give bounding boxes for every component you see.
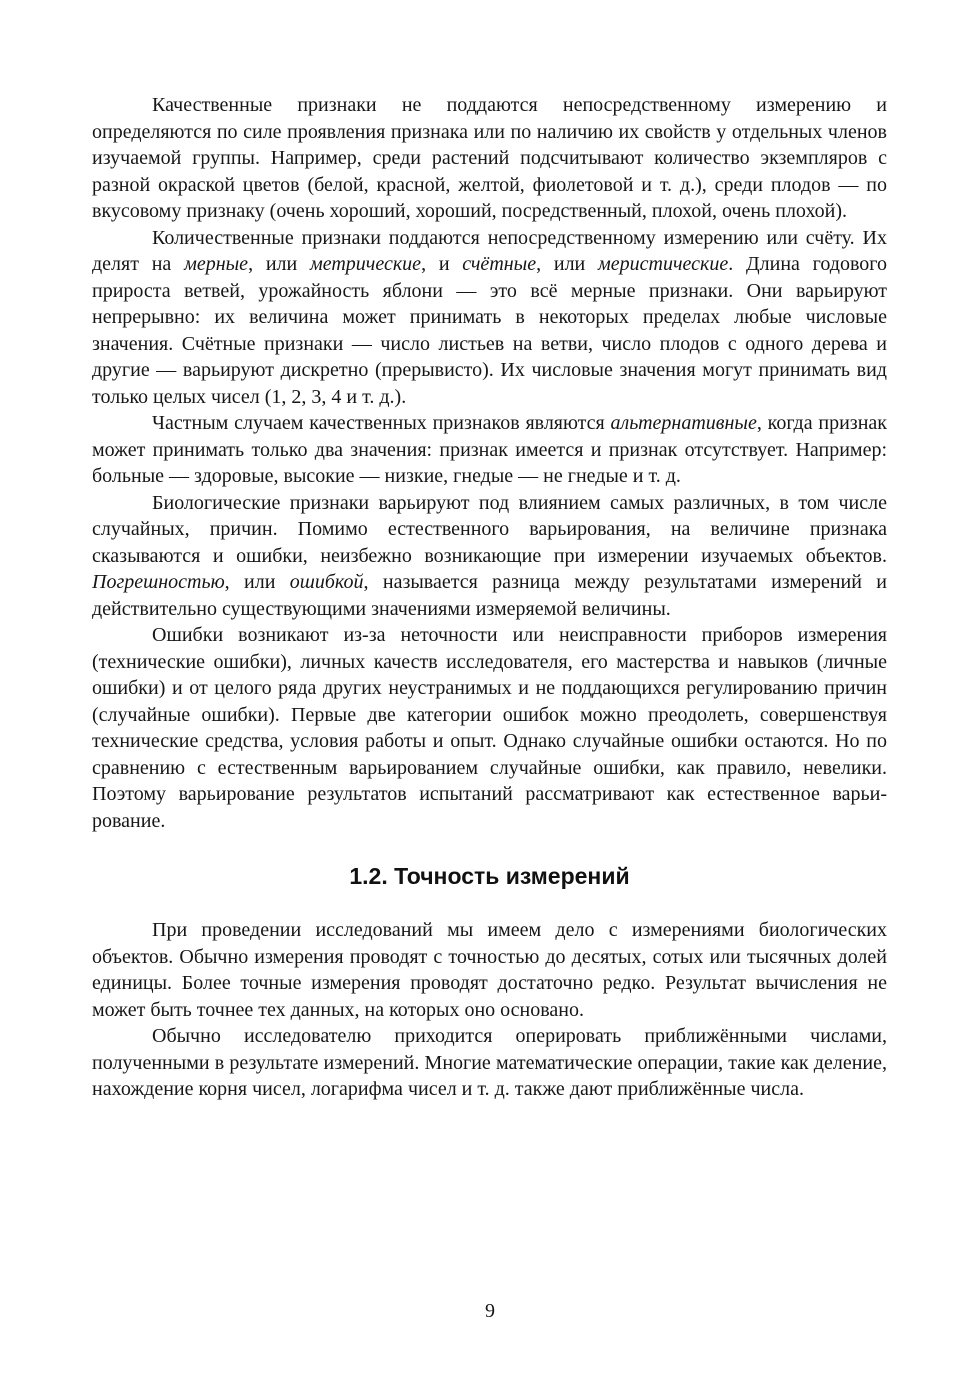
italic-term: ошибкой xyxy=(289,571,364,593)
paragraph xyxy=(92,622,887,834)
italic-term: мерные xyxy=(184,253,249,275)
paragraph-text: При проведении исследований мы имеем дело с измерениями биологических объектов. Обычно измерения проводят с точностью до десятых, сотых или тысячных долей единицы. Более точные измерения проводят достаточно редко. Результат вычисления не может быть точнее тех данных, на которых оно основано. xyxy=(92,919,887,1021)
italic-term: счётные xyxy=(462,253,537,275)
italic-term: метрические xyxy=(309,253,422,275)
paragraph xyxy=(92,1023,887,1103)
paragraph-text: , или xyxy=(248,253,310,275)
paragraph xyxy=(92,92,887,225)
paragraph-text: , или xyxy=(224,571,290,593)
section-precision xyxy=(92,917,887,1103)
page-number: 9 xyxy=(485,1300,495,1322)
italic-term: меристические xyxy=(598,253,729,275)
paragraph-text: Обычно исследователю приходится оперировать приближёнными числами, полученными в результате измерений. Многие математические операции, такие как деление, нахождение корня чисел, логарифма чисел и т. д. также дают приближённые числа. xyxy=(92,1025,887,1100)
paragraph-text: Количественные признаки поддаются непосредственному измерению или счёту. Их делят на xyxy=(92,226,887,275)
page-body xyxy=(92,92,887,1103)
paragraph-text: , называется разница между результатами измерений и действительно существующими значениями измеряемой величины. xyxy=(92,571,887,620)
paragraph xyxy=(92,225,887,411)
paragraph-text: , когда признак может принимать только два значения: признак имеется и признак отсутствует. Например: больные — здоровые, высокие — низкие, гнедые — не гнедые и т. д. xyxy=(92,412,887,487)
paragraph-text: , и xyxy=(421,253,463,275)
paragraph xyxy=(92,490,887,623)
section-heading-wrap xyxy=(92,834,887,917)
italic-term: альтернативные xyxy=(610,412,757,434)
paragraph-text: Качественные признаки не поддаются непосредственному измерению и определяются по силе проявления признака или по наличию их свойств у отдельных членов изучаемой группы. Например, среди растений подсчитывают количество экземпляров с разной окраской цветов (белой, красной, желтой, фиолетовой и т. д.), среди плодов — по вкусовому признаку (очень хороший, хороший, посредственный, плохой, очень плохой). xyxy=(92,94,887,222)
section-intro xyxy=(92,92,887,834)
paragraph-text: , или xyxy=(536,253,599,275)
italic-term: Погрешностью xyxy=(92,571,225,593)
paragraph xyxy=(92,917,887,1023)
section-heading: 1.2. Точность измерений xyxy=(349,863,630,889)
paragraph-text: Частным случаем качественных признаков являются xyxy=(152,412,611,434)
paragraph-text: Биологические признаки варьируют под влиянием самых различных, в том числе случайных, причин. Помимо естественного варьирования, на величине признака сказываются и ошибки, неизбежно возникающие при измерении изучаемых объектов. xyxy=(92,491,887,567)
paragraph-text: Ошибки возникают из-за неточности или неисправности приборов измерения (технические ошибки), личных качеств исследователя, его мастерства и навыков (личные ошибки) и от целого ряда других неустранимых и не поддающихся регулированию причин (случайные ошибки). Первые две категории ошибок можно преодолеть, совершенствуя технические средства, условия работы и опыт. Однако случайные ошибки остаются. Но по сравнению с естественным варьированием случайные ошибки, как правило, невелики. Поэтому варьирование результатов испытаний рассматривают как естественное варьирование. xyxy=(92,624,887,832)
paragraph-text: . Длина годового прироста ветвей, урожайность яблони — это всё мерные признаки. Они варьируют непрерывно: их величина может принимать в некоторых пределах любые числовые значения. Счётные признаки — число листьев на ветви, число плодов с одного дерева и другие — варьируют дискретно (прерывисто). Их числовые значения могут принимать вид только целых чисел (1, 2, 3, 4 и т. д.). xyxy=(92,253,887,408)
paragraph xyxy=(92,410,887,490)
